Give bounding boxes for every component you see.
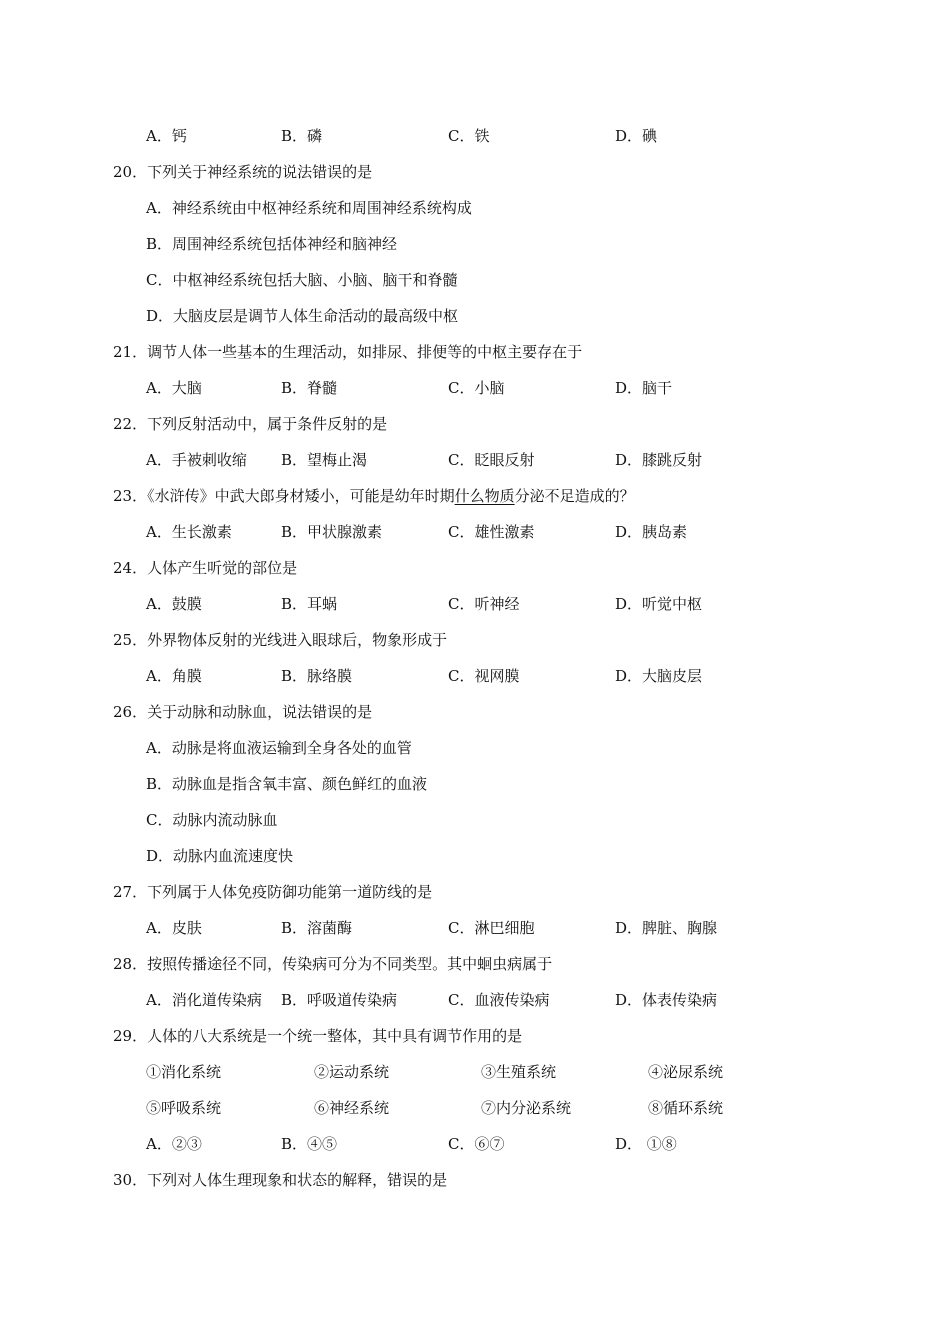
q28-option-b[interactable]: B．呼吸道传染病 <box>281 991 398 1009</box>
q27-stem: 27．下列属于人体免疫防御功能第一道防线的是 <box>113 883 433 901</box>
q29-item-6: ⑥神经系统 <box>314 1099 390 1117</box>
q19-option-a[interactable]: A．钙 <box>146 127 187 145</box>
q29-option-d[interactable]: D． ①⑧ <box>615 1135 677 1153</box>
q26-option-c[interactable]: C．动脉内流动脉血 <box>146 811 278 829</box>
q29-item-2: ②运动系统 <box>314 1063 390 1081</box>
q24-option-c[interactable]: C．听神经 <box>448 595 520 613</box>
q29-option-c[interactable]: C．⑥⑦ <box>448 1135 505 1153</box>
q20-option-c[interactable]: C．中枢神经系统包括大脑、小脑、脑干和脊髓 <box>146 271 458 289</box>
q23-stem <box>113 484 635 508</box>
q19-options <box>0 124 950 148</box>
q24-option-d[interactable]: D．听觉中枢 <box>615 595 703 613</box>
q24-options <box>0 592 950 616</box>
q21-option-b[interactable]: B．脊髓 <box>281 379 338 397</box>
q30-stem: 30．下列对人体生理现象和状态的解释，错误的是 <box>113 1171 448 1189</box>
q27-option-a[interactable]: A．皮肤 <box>146 919 202 937</box>
q22-option-c[interactable]: C．眨眼反射 <box>448 451 535 469</box>
q26-option-d[interactable]: D．动脉内血流速度快 <box>146 847 294 865</box>
q29-item-4: ④泌尿系统 <box>648 1063 724 1081</box>
q21-stem: 21．调节人体一些基本的生理活动，如排尿、排便等的中枢主要存在于 <box>113 343 583 361</box>
q28-stem: 28．按照传播途径不同，传染病可分为不同类型。其中蛔虫病属于 <box>113 955 553 973</box>
q24-option-b[interactable]: B．耳蜗 <box>281 595 338 613</box>
q22-option-b[interactable]: B．望梅止渴 <box>281 451 368 469</box>
q23-stem-after: 分泌不足造成的？ <box>514 487 635 505</box>
q24-option-a[interactable]: A．鼓膜 <box>146 595 202 613</box>
q23-option-c[interactable]: C．雄性激素 <box>448 523 535 541</box>
q29-items-row2 <box>0 1096 950 1120</box>
q29-item-3: ③生殖系统 <box>481 1063 557 1081</box>
q23-option-b[interactable]: B．甲状腺激素 <box>281 523 383 541</box>
q20-stem-line <box>0 160 950 184</box>
q22-option-d[interactable]: D．膝跳反射 <box>615 451 703 469</box>
q25-stem: 25．外界物体反射的光线进入眼球后，物象形成于 <box>113 631 448 649</box>
q19-option-c[interactable]: C．铁 <box>448 127 490 145</box>
q22-option-a[interactable]: A．手被刺收缩 <box>146 451 247 469</box>
q20-option-b[interactable]: B．周围神经系统包括体神经和脑神经 <box>146 235 398 253</box>
q27-option-c[interactable]: C．淋巴细胞 <box>448 919 535 937</box>
q20-option-a[interactable]: A．神经系统由中枢神经系统和周围神经系统构成 <box>146 199 472 217</box>
q29-items-row1 <box>0 1060 950 1084</box>
q23-options <box>0 520 950 544</box>
q28-option-a[interactable]: A．消化道传染病 <box>146 991 262 1009</box>
q22-stem: 22．下列反射活动中，属于条件反射的是 <box>113 415 388 433</box>
q29-option-a[interactable]: A．②③ <box>146 1135 202 1153</box>
q23-stem-underlined: 什么物质 <box>454 487 515 505</box>
q23-option-a[interactable]: A．生长激素 <box>146 523 232 541</box>
q28-options <box>0 988 950 1012</box>
q28-option-d[interactable]: D．体表传染病 <box>615 991 718 1009</box>
q27-options <box>0 916 950 940</box>
q21-option-d[interactable]: D．脑干 <box>615 379 673 397</box>
q23-option-d[interactable]: D．胰岛素 <box>615 523 688 541</box>
q23-stem-before: 23．《水浒传》中武大郎身材矮小，可能是幼年时期 <box>113 487 455 505</box>
q25-options <box>0 664 950 688</box>
q22-options <box>0 448 950 472</box>
q28-option-c[interactable]: C．血液传染病 <box>448 991 550 1009</box>
q25-option-b[interactable]: B．脉络膜 <box>281 667 353 685</box>
q24-stem: 24．人体产生听觉的部位是 <box>113 559 298 577</box>
q29-item-7: ⑦内分泌系统 <box>481 1099 572 1117</box>
q29-options <box>0 1132 950 1156</box>
q29-item-1: ①消化系统 <box>146 1063 222 1081</box>
q27-option-b[interactable]: B．溶菌酶 <box>281 919 353 937</box>
q29-stem: 29．人体的八大系统是一个统一整体，其中具有调节作用的是 <box>113 1027 523 1045</box>
q21-option-c[interactable]: C．小脑 <box>448 379 505 397</box>
q26-option-b[interactable]: B．动脉血是指含氧丰富、颜色鲜红的血液 <box>146 775 428 793</box>
q29-item-8: ⑧循环系统 <box>648 1099 724 1117</box>
q19-option-d[interactable]: D．碘 <box>615 127 658 145</box>
q21-options <box>0 376 950 400</box>
q29-item-5: ⑤呼吸系统 <box>146 1099 222 1117</box>
q25-option-c[interactable]: C．视网膜 <box>448 667 520 685</box>
q26-stem: 26．关于动脉和动脉血，说法错误的是 <box>113 703 373 721</box>
q19-option-b[interactable]: B．磷 <box>281 127 323 145</box>
q20-stem: 20．下列关于神经系统的说法错误的是 <box>113 163 373 181</box>
q25-option-d[interactable]: D．大脑皮层 <box>615 667 703 685</box>
q20-option-d[interactable]: D．大脑皮层是调节人体生命活动的最高级中枢 <box>146 307 459 325</box>
q27-option-d[interactable]: D．脾脏、胸腺 <box>615 919 718 937</box>
q26-option-a[interactable]: A．动脉是将血液运输到全身各处的血管 <box>146 739 412 757</box>
q29-option-b[interactable]: B．④⑤ <box>281 1135 338 1153</box>
q25-option-a[interactable]: A．角膜 <box>146 667 202 685</box>
q21-option-a[interactable]: A．大脑 <box>146 379 202 397</box>
